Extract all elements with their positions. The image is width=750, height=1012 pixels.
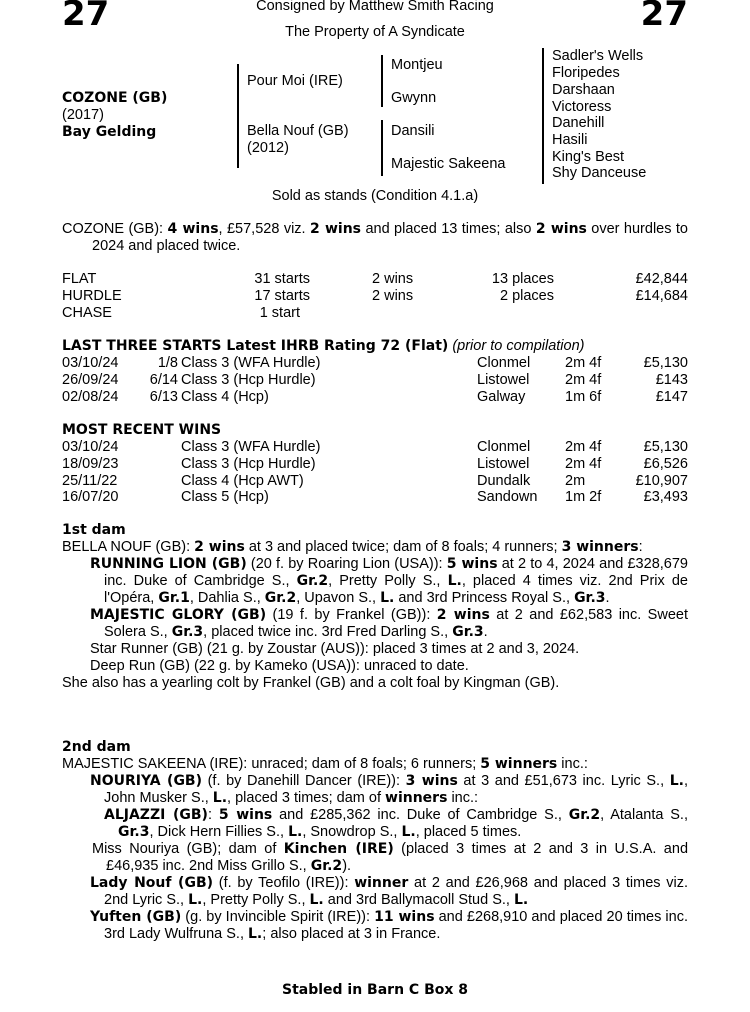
great-grandparent: Danehill	[552, 115, 605, 131]
record-type: CHASE	[62, 305, 112, 321]
win-distance: 2m 4f	[565, 456, 602, 472]
pedigree-divider-3b	[542, 82, 544, 116]
first-dam-summary: BELLA NOUF (GB): 2 wins at 3 and placed twice; dam of 8 foals; 4 runners; 3 winners:	[62, 539, 643, 555]
sire: Pour Moi (IRE)	[247, 73, 343, 89]
start-race: Class 3 (WFA Hurdle)	[181, 355, 321, 371]
win-distance: 1m 2f	[565, 489, 602, 505]
produce-aljazzi: ALJAZZI (GB): 5 wins and £285,362 inc. Duke of Cambridge S., Gr.2, Atalanta S., Gr.3, Dick Hern Fillies S., L., Snowdrop S., L., placed 5 times.	[104, 807, 688, 840]
pedigree-divider-3c	[542, 116, 544, 150]
start-course: Galway	[477, 389, 526, 405]
record-places: 2 places	[499, 288, 554, 304]
pedigree-divider-2b	[381, 120, 383, 176]
win-prize: £3,493	[643, 489, 688, 505]
first-dam-further-produce: She also has a yearling colt by Frankel (GB) and a colt foal by Kingman (GB).	[62, 675, 560, 691]
start-distance: 2m 4f	[565, 355, 602, 371]
granddam-paternal: Gwynn	[391, 90, 437, 106]
produce-deep-run: Deep Run (GB) (22 g. by Kameko (USA)): unraced to date.	[90, 658, 469, 674]
produce-nouriya: NOURIYA (GB) (f. by Danehill Dancer (IRE)): 3 wins at 3 and £51,673 inc. Lyric S., L., John Musker S., L., placed 3 times; dam of winners inc.:	[90, 773, 688, 806]
win-course: Dundalk	[477, 473, 531, 489]
pedigree-divider-2a	[381, 55, 383, 107]
pedigree-divider-3a	[542, 48, 544, 82]
record-wins: 2 wins	[372, 288, 414, 304]
lot-number-left: 27	[62, 0, 110, 34]
win-prize: £5,130	[643, 439, 688, 455]
horse-year: (2017)	[62, 107, 104, 123]
start-distance: 1m 6f	[565, 389, 602, 405]
start-position: 6/13	[149, 389, 178, 405]
win-date: 03/10/24	[62, 439, 119, 455]
lot-number-right: 27	[640, 0, 688, 34]
great-grandparent: King's Best	[552, 149, 625, 165]
win-course: Listowel	[477, 456, 530, 472]
start-prize: £143	[655, 372, 688, 388]
record-prize: £42,844	[635, 271, 688, 287]
start-prize: £5,130	[643, 355, 688, 371]
win-date: 25/11/22	[62, 473, 118, 489]
property-owner: The Property of A Syndicate	[285, 24, 465, 40]
record-starts: 1 start	[259, 305, 300, 321]
start-position: 6/14	[149, 372, 178, 388]
last-three-heading: LAST THREE STARTS Latest IHRB Rating 72 (Flat) (prior to compilation)	[62, 338, 585, 354]
great-grandparent: Darshaan	[552, 82, 615, 98]
record-type: HURDLE	[62, 288, 122, 304]
win-race: Class 5 (Hcp)	[181, 489, 269, 505]
win-distance: 2m 4f	[565, 439, 602, 455]
start-race: Class 3 (Hcp Hurdle)	[181, 372, 316, 388]
horse-name: COZONE (GB)	[62, 90, 168, 106]
record-prize: £14,684	[635, 288, 688, 304]
dam: Bella Nouf (GB)	[247, 123, 349, 139]
win-race: Class 3 (WFA Hurdle)	[181, 439, 321, 455]
record-places: 13 places	[491, 271, 554, 287]
start-position: 1/8	[157, 355, 178, 371]
win-prize: £10,907	[635, 473, 688, 489]
pedigree-divider-1	[237, 64, 239, 168]
dam-year: (2012)	[247, 140, 289, 156]
great-grandparent: Victoress	[552, 99, 612, 115]
produce-yuften: Yuften (GB) (g. by Invincible Spirit (IRE)): 11 wins and £268,910 and placed 20 times inc. 3rd Lady Wulfruna S., L.; also placed at 3 in France.	[90, 909, 688, 942]
first-dam-section	[62, 539, 688, 692]
start-course: Clonmel	[477, 355, 531, 371]
produce-majestic-glory: MAJESTIC GLORY (GB) (19 f. by Frankel (GB)): 2 wins at 2 and £62,583 inc. Sweet Solera S., Gr.3, placed twice inc. 3rd Fred Darling S., Gr.3.	[90, 607, 688, 640]
win-course: Clonmel	[477, 439, 531, 455]
pedigree-divider-3d	[542, 150, 544, 184]
start-race: Class 4 (Hcp)	[181, 389, 269, 405]
great-grandparent: Floripedes	[552, 65, 620, 81]
first-dam-heading: 1st dam	[62, 522, 126, 538]
produce-miss-nouriya: Miss Nouriya (GB); dam of Kinchen (IRE) (placed 3 times at 2 and 3 in U.S.A. and £46,935 inc. 2nd Miss Grillo S., Gr.2).	[92, 841, 689, 874]
win-prize: £6,526	[643, 456, 688, 472]
start-distance: 2m 4f	[565, 372, 602, 388]
recent-wins-heading: MOST RECENT WINS	[62, 422, 222, 438]
record-starts: 31 starts	[254, 271, 310, 287]
produce-star-runner: Star Runner (GB) (21 g. by Zoustar (AUS)): placed 3 times at 2 and 3, 2024.	[90, 641, 580, 657]
produce-running-lion: RUNNING LION (GB) (20 f. by Roaring Lion (USA)): 5 wins at 2 to 4, 2024 and £328,679 inc. Duke of Cambridge S., Gr.2, Pretty Polly S., L., placed 4 times viz. 2nd Prix de l'Opéra, Gr.1, Dahlia S., Gr.2, Upavon S., L. and 3rd Princess Royal S., Gr.3.	[90, 556, 688, 606]
granddam-maternal: Majestic Sakeena	[391, 156, 506, 172]
start-course: Listowel	[477, 372, 530, 388]
win-date: 18/09/23	[62, 456, 119, 472]
start-date: 26/09/24	[62, 372, 119, 388]
record-wins: 2 wins	[372, 271, 414, 287]
start-date: 02/08/24	[62, 389, 119, 405]
win-course: Sandown	[477, 489, 538, 505]
sale-condition: Sold as stands (Condition 4.1.a)	[271, 188, 479, 204]
second-dam-heading: 2nd dam	[62, 739, 131, 755]
great-grandparent: Sadler's Wells	[552, 48, 644, 64]
produce-lady-nouf: Lady Nouf (GB) (f. by Teofilo (IRE)): winner at 2 and £26,968 and placed 3 times viz. 2nd Lyric S., L., Pretty Polly S., L. and 3rd Ballymacoll Stud S., L.	[90, 875, 688, 908]
win-date: 16/07/20	[62, 489, 119, 505]
record-starts: 17 starts	[254, 288, 310, 304]
great-grandparent: Hasili	[552, 132, 588, 148]
second-dam-section	[62, 756, 688, 943]
horse-description: Bay Gelding	[62, 124, 157, 140]
grandsire-paternal: Montjeu	[391, 57, 443, 73]
second-dam-summary: MAJESTIC SAKEENA (IRE): unraced; dam of 8 foals; 6 runners; 5 winners inc.:	[62, 756, 588, 772]
race-summary: COZONE (GB): 4 wins, £57,528 viz. 2 wins and placed 13 times; also 2 wins over hurdles to 2024 and placed twice.	[62, 221, 688, 254]
consignor: Consigned by Matthew Smith Racing	[256, 0, 494, 14]
start-prize: £147	[655, 389, 688, 405]
grandsire-maternal: Dansili	[391, 123, 435, 139]
stabling-info: Stabled in Barn C Box 8	[281, 982, 469, 998]
great-grandparent: Shy Danceuse	[552, 165, 647, 181]
record-type: FLAT	[62, 271, 97, 287]
win-race: Class 4 (Hcp AWT)	[181, 473, 304, 489]
win-distance: 2m	[565, 473, 586, 489]
start-date: 03/10/24	[62, 355, 119, 371]
win-race: Class 3 (Hcp Hurdle)	[181, 456, 316, 472]
